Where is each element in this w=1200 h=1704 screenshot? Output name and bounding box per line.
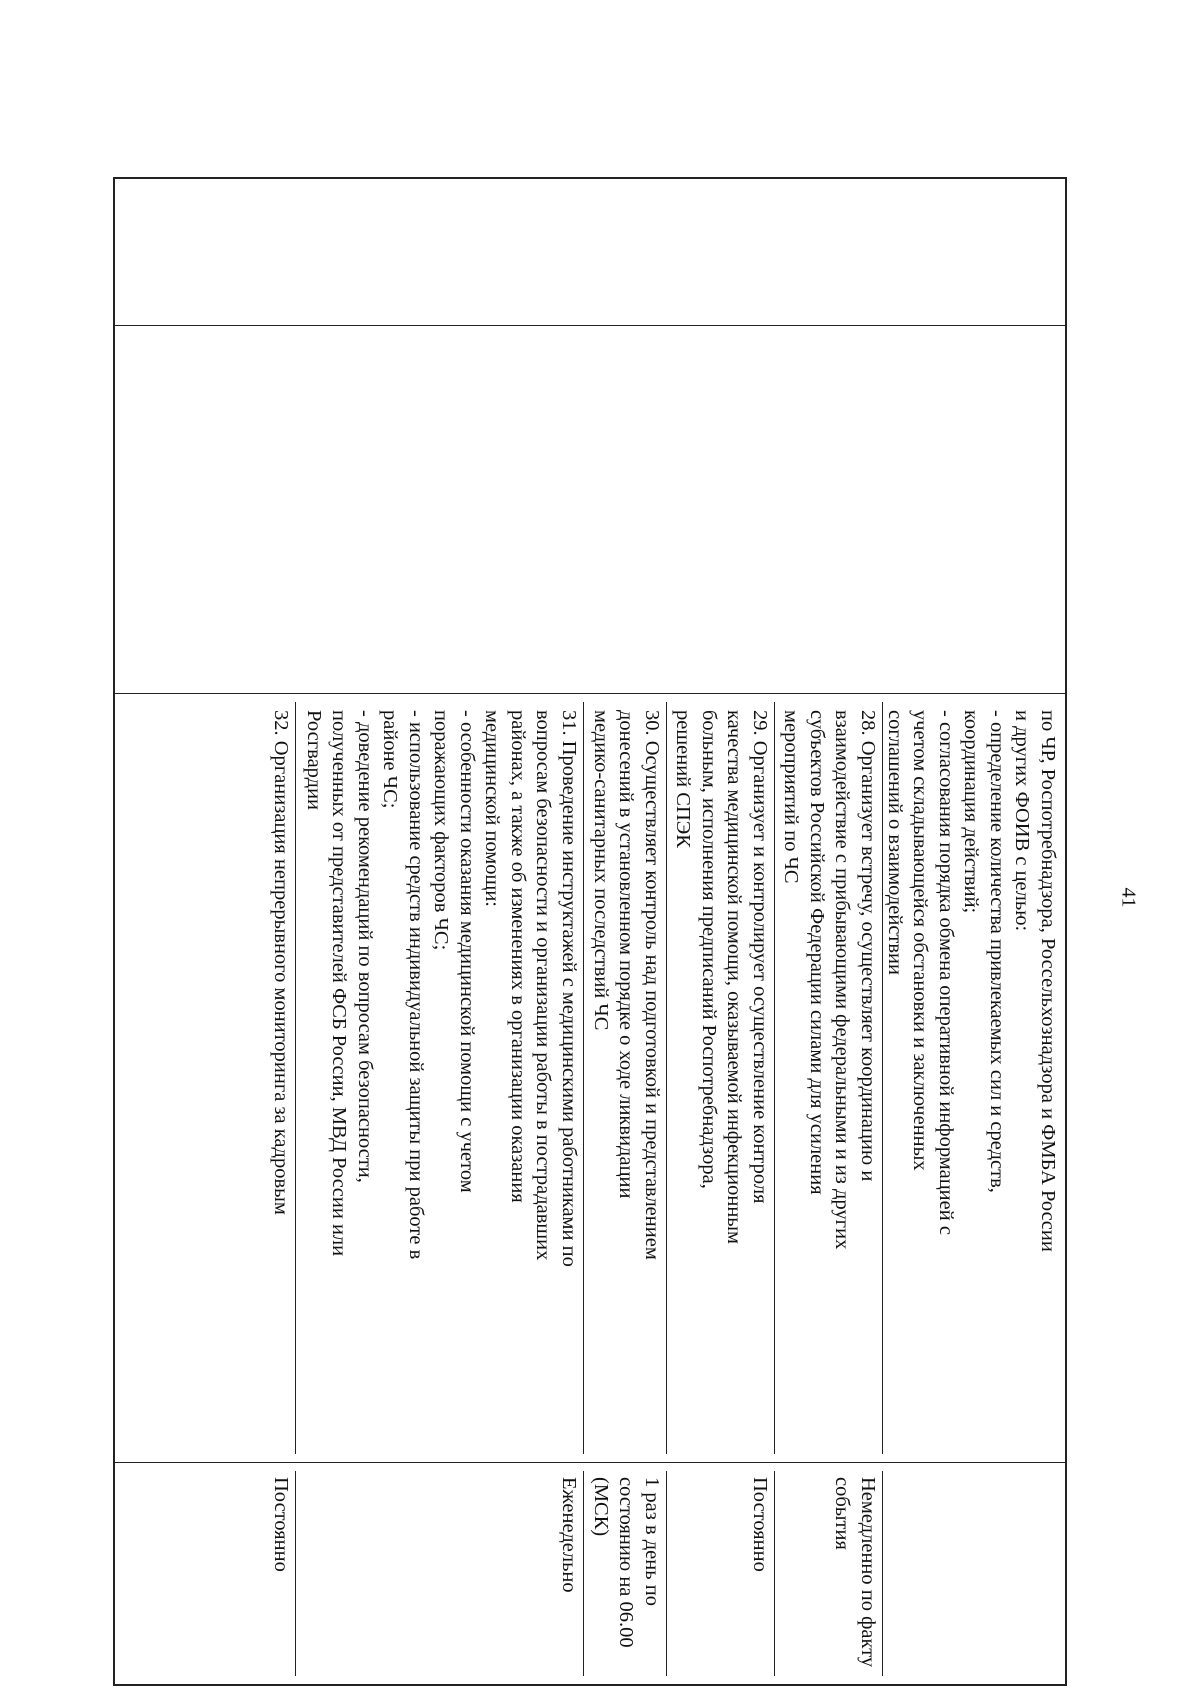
task-line: координация действий; bbox=[960, 710, 983, 914]
task-line: районе ЧС; bbox=[379, 710, 402, 809]
deadline-block bbox=[666, 1471, 774, 1676]
task-line: 32. Организация непрерывного мониторинга за кадровым bbox=[270, 710, 292, 1215]
task-line: решений СПЭК bbox=[672, 710, 695, 848]
task-line: 31. Проведение инструктажей с медицинскими работниками по bbox=[558, 710, 580, 1267]
task-line: вопросам безопасности и организации работы в пострадавших bbox=[532, 710, 555, 1261]
task-line: донесений в установленном порядке о ходе ликвидации bbox=[615, 710, 638, 1199]
empty-cell-middle bbox=[114, 326, 1066, 694]
task-line: - доведение рекомендаций по вопросам безопасности, bbox=[354, 710, 376, 1183]
task-line: поражающих факторов ЧС; bbox=[430, 710, 453, 951]
task-block bbox=[666, 702, 774, 1454]
task-line: - согласования порядка обмена оперативной информацией с bbox=[935, 710, 957, 1235]
deadline-block bbox=[266, 1471, 296, 1676]
task-line: Росгвардии bbox=[303, 710, 325, 811]
task-line: - особенности оказания медицинской помощи с учетом bbox=[456, 710, 478, 1193]
deadline-line: (МСК) bbox=[590, 1477, 612, 1537]
task-block bbox=[266, 702, 296, 1454]
task-block bbox=[295, 702, 583, 1454]
deadline-cell bbox=[114, 1463, 1066, 1686]
task-line: 30. Осуществляет контроль над подготовкой и представлением bbox=[641, 710, 663, 1260]
page-number: 41 bbox=[1117, 887, 1140, 908]
tasks-cell bbox=[114, 694, 1066, 1463]
task-line: 28. Организует встречу, осуществляет координацию и bbox=[857, 710, 879, 1182]
deadline-line: события bbox=[831, 1477, 854, 1550]
task-line: - определение количества привлекаемых сил и средств, bbox=[986, 710, 1008, 1193]
task-line: соглашений о взаимодействии bbox=[884, 710, 906, 975]
deadline-line: Немедленно по факту bbox=[857, 1477, 879, 1668]
deadline-block bbox=[774, 1471, 882, 1676]
task-line: медико-санитарных последствий ЧС bbox=[590, 710, 612, 1031]
table-row bbox=[114, 178, 1066, 1685]
deadline-line: состоянию на 06.00 bbox=[615, 1477, 638, 1648]
deadline-line: Постоянно bbox=[749, 1477, 771, 1572]
deadline-line: Постоянно bbox=[270, 1477, 292, 1572]
action-plan-table bbox=[113, 177, 1067, 1686]
deadline-line: Еженедельно bbox=[558, 1477, 580, 1593]
task-block bbox=[583, 702, 666, 1454]
deadline-block bbox=[295, 1471, 583, 1676]
deadline-block bbox=[882, 1471, 1062, 1676]
task-line: качества медицинской помощи, оказываемой инфекционным bbox=[723, 710, 746, 1245]
task-line: и других ФОИВ с целью: bbox=[1011, 710, 1034, 932]
task-line: 29. Организует и контролирует осуществление контроля bbox=[749, 710, 771, 1204]
task-line: мероприятий по ЧС bbox=[780, 710, 803, 884]
rotated-table-wrapper bbox=[113, 177, 1067, 1668]
task-line: учетом складывающейся обстановки и заключенных bbox=[909, 710, 932, 1171]
task-line: - использование средств индивидуальной защиты при работе в bbox=[405, 710, 427, 1260]
empty-cell-left bbox=[114, 178, 1066, 326]
task-line: полученных от представителей ФСБ России, МВД России или bbox=[328, 710, 351, 1257]
deadline-line: 1 раз в день по bbox=[641, 1477, 663, 1606]
task-line: взаимодействие с прибывающими федеральными и из других bbox=[831, 710, 854, 1250]
task-line: по ЧР, Роспотребнадзора, Россельхознадзора и ФМБА России bbox=[1037, 710, 1059, 1252]
deadline-block bbox=[583, 1471, 666, 1676]
task-block bbox=[882, 702, 1062, 1454]
task-line: больным, исполнения предписаний Роспотребнадзора, bbox=[698, 710, 720, 1189]
task-line: районах, а также об изменениях в организации оказания bbox=[507, 710, 529, 1203]
task-line: медицинской помощи: bbox=[481, 710, 504, 907]
task-line: субъектов Российской Федерации силами для усиления bbox=[806, 710, 828, 1195]
task-block bbox=[774, 702, 882, 1454]
